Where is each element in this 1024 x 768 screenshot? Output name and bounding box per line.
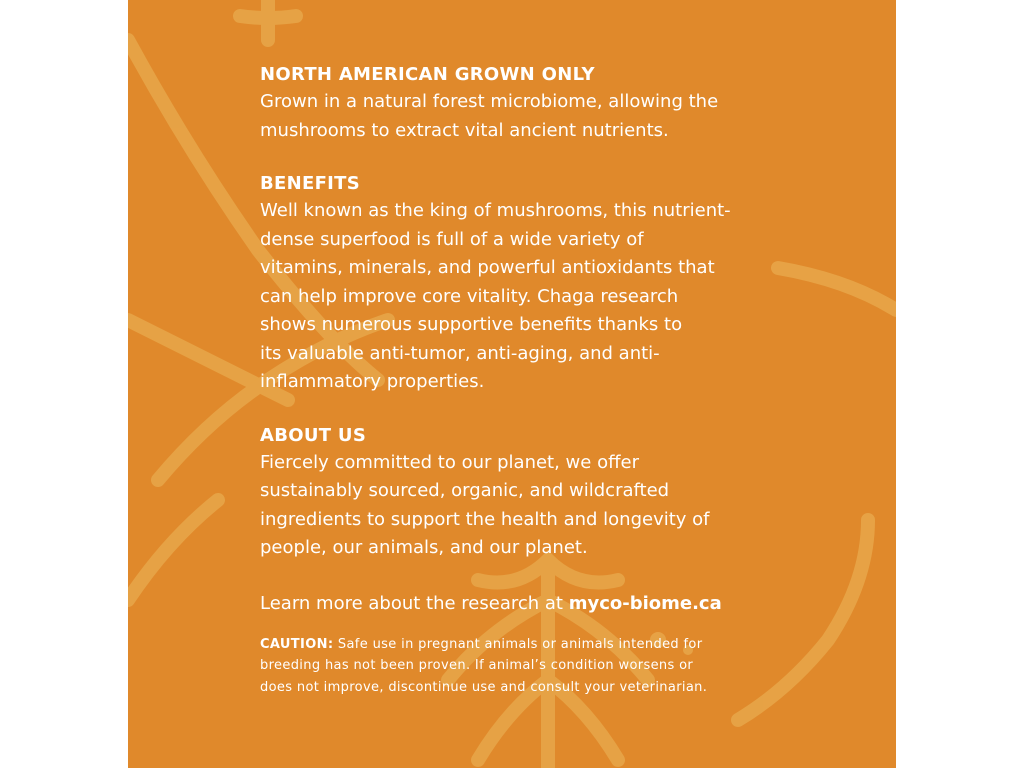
section-heading: BENEFITS: [260, 173, 361, 194]
body-line: shows numerous supportive benefits thanks to: [260, 314, 683, 335]
website-link[interactable]: myco-biome.ca: [568, 592, 722, 614]
orange-info-panel: [128, 0, 896, 768]
body-line: people, our animals, and our planet.: [260, 537, 588, 558]
section-body: [260, 449, 780, 563]
caution-line: does not improve, discontinue use and consult your veterinarian.: [260, 679, 708, 695]
section-body: [260, 88, 780, 145]
section-heading: ABOUT US: [260, 424, 367, 446]
body-line: mushrooms to extract vital ancient nutrients.: [260, 119, 669, 141]
body-line: Grown in a natural forest microbiome, allowing the: [260, 91, 719, 112]
body-line: Fiercely committed to our planet, we offer: [260, 451, 639, 473]
body-line: sustainably sourced, organic, and wildcrafted: [260, 480, 670, 501]
body-line: ingredients to support the health and longevity of: [260, 508, 710, 530]
body-line: inflammatory properties.: [260, 371, 485, 392]
learn-more-text: [260, 590, 780, 618]
caution-label: CAUTION:: [260, 636, 334, 652]
body-line: Well known as the king of mushrooms, this nutrient-: [260, 200, 731, 221]
body-line: dense superfood is full of a wide variety of: [260, 228, 644, 250]
section-body: [260, 197, 780, 397]
caution-line: Safe use in pregnant animals or animals intended for: [333, 636, 703, 652]
section-north-american: [260, 62, 780, 145]
body-line: vitamins, minerals, and powerful antioxidants that: [260, 257, 715, 278]
caution-notice: [260, 634, 780, 699]
body-line: its valuable anti-tumor, anti-aging, and anti-: [260, 342, 660, 364]
panel-content: [260, 62, 780, 698]
section-heading: NORTH AMERICAN GROWN ONLY: [260, 64, 595, 85]
section-benefits: [260, 171, 780, 397]
learn-more-prefix: Learn more about the research at: [260, 592, 569, 614]
body-line: can help improve core vitality. Chaga research: [260, 285, 679, 307]
section-about-us: [260, 423, 780, 563]
caution-line: breeding has not been proven. If animal’s condition worsens or: [260, 658, 694, 673]
